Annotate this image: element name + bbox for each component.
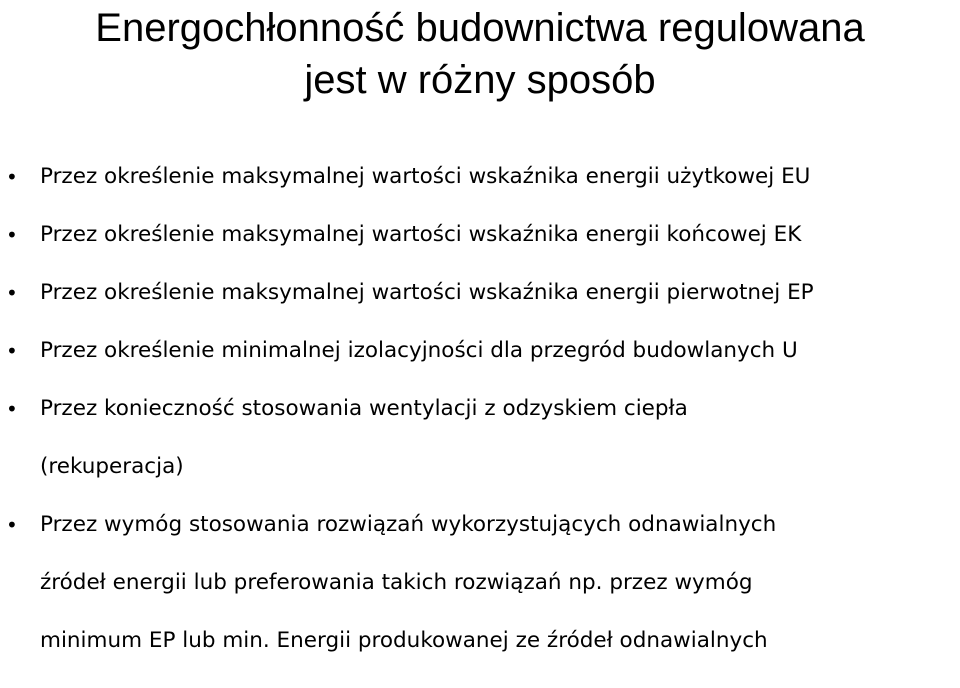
bullet-item-u <box>0 322 960 380</box>
bullet-dot-icon: • <box>6 281 18 305</box>
bullet-line: (rekuperacja) <box>40 454 184 479</box>
bullet-line: Przez wymóg stosowania rozwiązań wykorzystujących odnawialnych <box>40 512 777 537</box>
bullet-line: Przez konieczność stosowania wentylacji z odzyskiem ciepła <box>40 396 688 421</box>
slide-title <box>0 0 960 106</box>
bullet-line: minimum EP lub min. Energii produkowanej ze źródeł odnawialnych <box>40 628 768 653</box>
bullet-text <box>40 148 960 206</box>
bullet-text <box>40 264 960 322</box>
bullet-item-ek <box>0 206 960 264</box>
bullet-text <box>40 322 960 380</box>
bullet-dot-icon: • <box>6 339 18 363</box>
bullet-line: Przez określenie maksymalnej wartości wskaźnika energii końcowej EK <box>40 222 802 247</box>
bullet-line: Przez określenie minimalnej izolacyjności dla przegród budowlanych U <box>40 338 798 363</box>
bullet-line: źródeł energii lub preferowania takich rozwiązań np. przez wymóg <box>40 570 753 595</box>
bullet-text <box>40 380 960 496</box>
bullet-list <box>0 148 960 670</box>
bullet-dot-icon: • <box>6 223 18 247</box>
bullet-line: Przez określenie maksymalnej wartości wskaźnika energii użytkowej EU <box>40 164 811 189</box>
slide-title-line-1: Energochłonność budownictwa regulowana <box>95 6 865 50</box>
bullet-item-recuperation <box>0 380 960 496</box>
bullet-text <box>40 206 960 264</box>
bullet-line: Przez określenie maksymalnej wartości wskaźnika energii pierwotnej EP <box>40 280 814 305</box>
bullet-item-ep <box>0 264 960 322</box>
bullet-dot-icon: • <box>6 165 18 189</box>
slide-title-line-2: jest w różny sposób <box>304 58 656 102</box>
bullet-item-renewables <box>0 496 960 670</box>
bullet-text <box>40 496 960 670</box>
bullet-dot-icon: • <box>6 397 18 421</box>
bullet-item-eu <box>0 148 960 206</box>
bullet-dot-icon: • <box>6 513 18 537</box>
